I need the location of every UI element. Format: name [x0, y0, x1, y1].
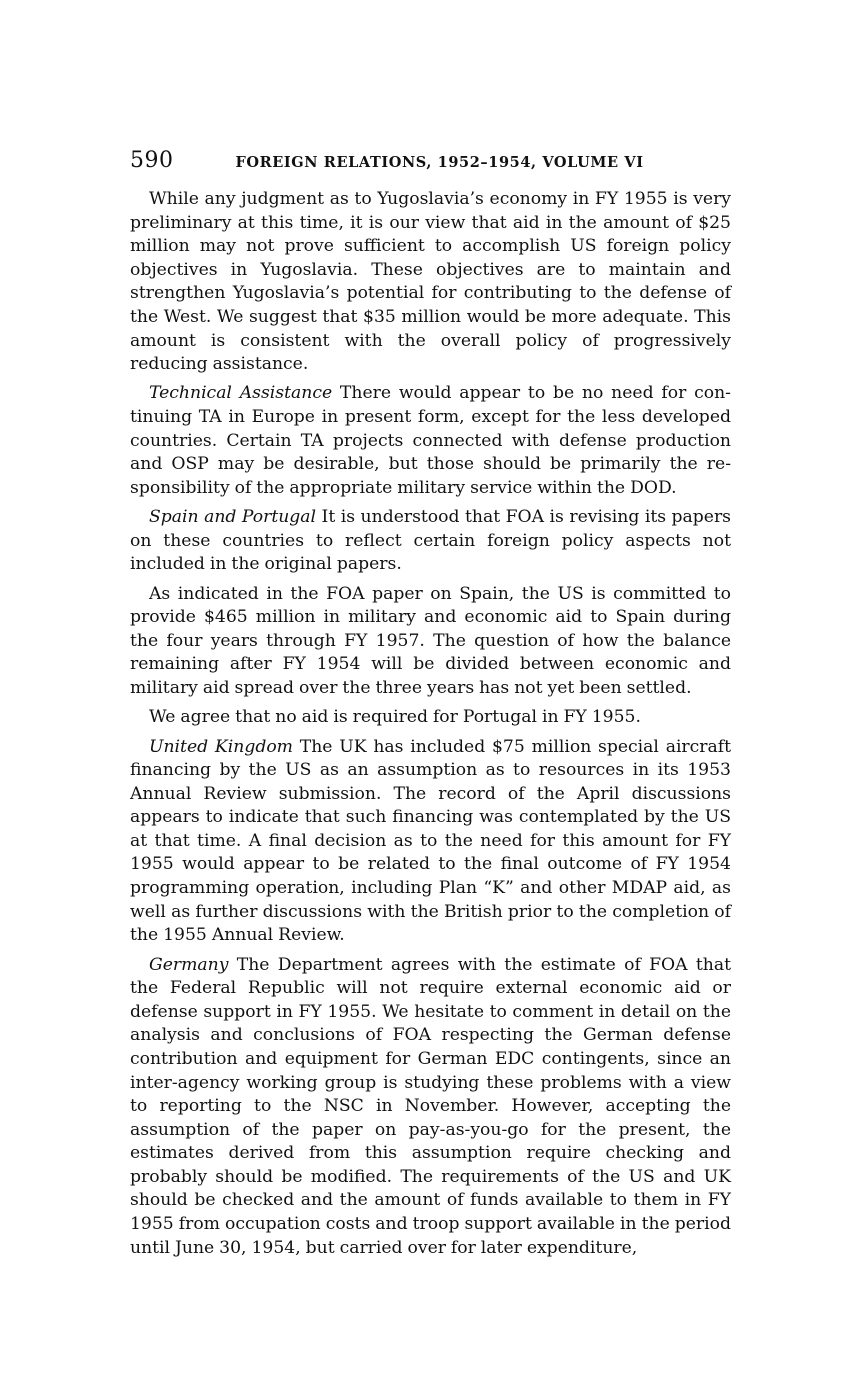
paragraph-portugal [130, 706, 731, 730]
paragraph-technical-assistance [130, 382, 731, 500]
paragraph-lead: Spain and Portugal [149, 507, 317, 528]
paragraph-lead: United Kingdom [149, 736, 293, 757]
paragraph-yugoslavia [130, 188, 731, 377]
page-header [130, 148, 731, 188]
paragraph-text: The UK has included $75 million special aircraft financing by the US as an assumption as to resources in its 1953 Annual Review submission. The record of the April discussions appears to indicate that such financing was contemplated by the US at that time. A final decision as to the need for this amount for FY 1955 would appear to be related to the final outcome of FY 1954 programming operation, including Plan “K” and other MDAP aid, as well as further discussions with the British prior to the completion of the 1955 Annual Review. [130, 736, 732, 946]
paragraph-text: It is understood that FOA is revising its papers on these countries to reflect certain foreign policy aspects not included in the original papers. [130, 507, 732, 575]
page-number: 590 [130, 148, 174, 173]
paragraph-spain-aid [130, 583, 731, 701]
paragraph-text: We agree that no aid is required for Portugal in FY 1955. [149, 707, 641, 728]
paragraph-text: While any judgment as to Yugoslavia’s economy in FY 1955 is very preliminary at this time, it is our view that aid in the amount of $25 million may not prove sufficient to accomplish US foreign policy objectives in Yugoslavia. These objectives are to maintain and strengthen Yugoslavia’s potential for contributing to the defense of the West. We suggest that $35 million would be more adequate. This amount is consistent with the overall policy of progressively reducing assistance. [130, 189, 731, 375]
paragraph-united-kingdom [130, 736, 731, 948]
running-head: FOREIGN RELATIONS, 1952–1954, VOLUME VI [235, 154, 644, 171]
document-page [130, 148, 731, 1266]
paragraph-text: As indicated in the FOA paper on Spain, the US is committed to provide $465 million in military and economic aid to Spain during the four years through FY 1957. The question of how the balance remaining after FY 1954 will be divided between economic and military aid spread over the three years has not yet been settled. [130, 583, 731, 698]
paragraph-text: There would appear to be no need for continuing TA in Europe in present form, except for the less developed countries. Certain TA projects connected with defense production and OSP may be desirable, but those should be primarily the responsibility of the appropriate military service within the DOD. [130, 383, 731, 498]
paragraph-germany [130, 954, 731, 1261]
document-body [130, 188, 731, 1260]
paragraph-lead: Technical Assistance [149, 383, 333, 404]
paragraph-spain-portugal [130, 506, 731, 577]
paragraph-lead: Germany [149, 954, 229, 975]
paragraph-text: The Department agrees with the estimate of FOA that the Federal Republic will not require external economic aid or defense support in FY 1955. We hesitate to comment in detail on the analysis and conclusions of FOA respecting the German defense contribution and equipment for German EDC contingents, since an inter-agency working group is studying these problems with a view to reporting to the NSC in November. However, accepting the assumption of the paper on pay-as-you-go for the present, the estimates derived from this assumption require checking and probably should be modified. The requirements of the US and UK should be checked and the amount of funds available to them in FY 1955 from occupation costs and troop support available in the period until June 30, 1954, but carried over for later expenditure, [130, 954, 731, 1258]
